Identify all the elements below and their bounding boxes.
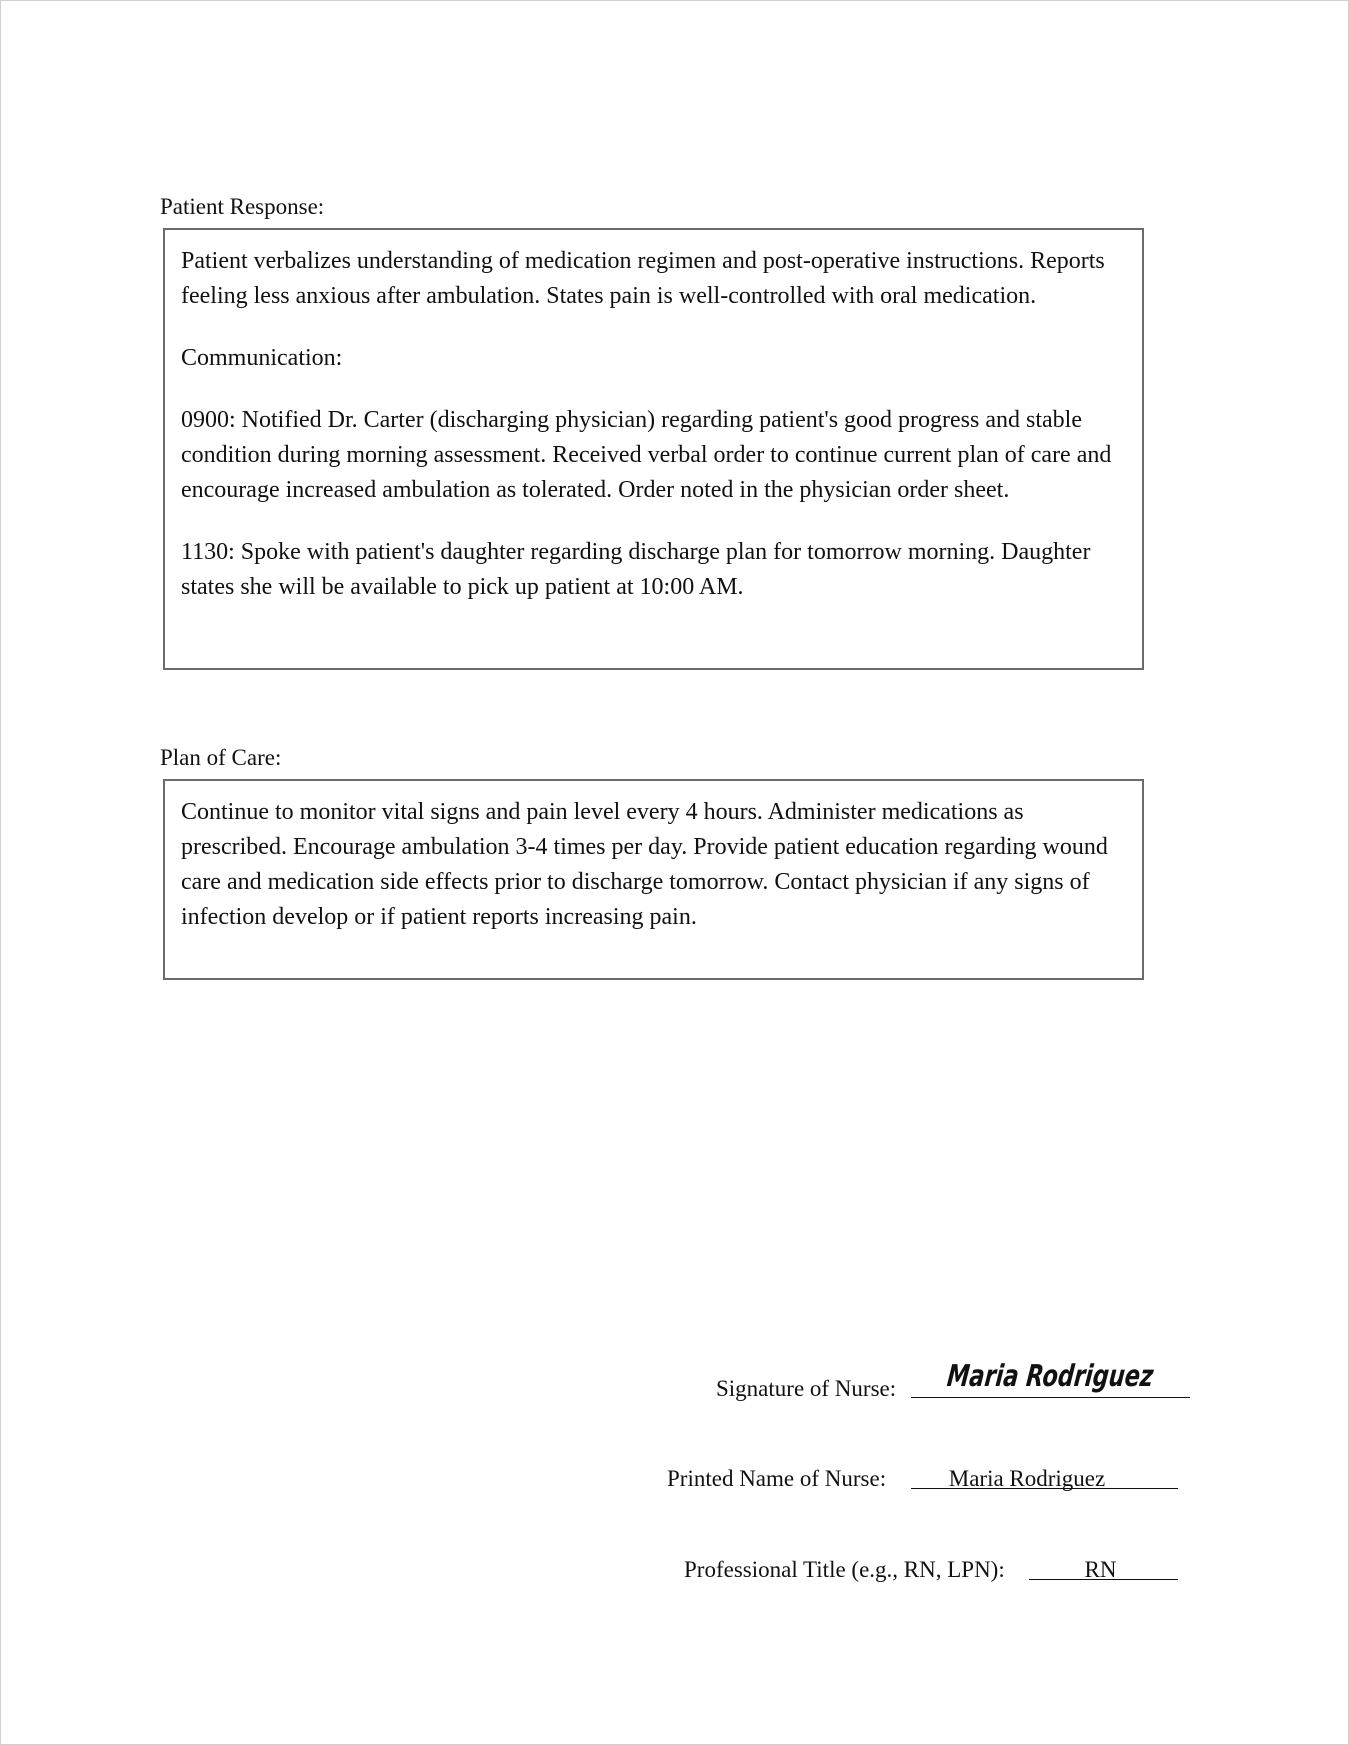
signature-text: Maria Rodriguez (945, 1359, 1225, 1394)
plan-of-care-box (163, 779, 1144, 980)
professional-title-label: Professional Title (e.g., RN, LPN): (684, 1557, 1005, 1582)
patient-response-label: Patient Response: (160, 194, 325, 219)
printed-name-value: Maria Rodriguez (948, 1466, 1106, 1491)
patient-response-box (163, 228, 1144, 670)
communication-entry-0900: 0900: Notified Dr. Carter (discharging physician) regarding patient's good progress and stable condition during morning assessment. Received verbal order to continue current plan of care and encourage increased ambulation as tolerated. Order noted in the physician order sheet. (181, 407, 1112, 503)
plan-of-care-label: Plan of Care: (160, 745, 282, 770)
printed-name-label: Printed Name of Nurse: (667, 1466, 887, 1491)
communication-entry-1130: 1130: Spoke with patient's daughter regarding discharge plan for tomorrow morning. Daughter states she will be available to pick up patient at 10:00 AM. (181, 539, 1091, 600)
handwritten-signature (945, 1350, 1225, 1400)
communication-heading: Communication: (181, 345, 343, 371)
plan-of-care-text: Continue to monitor vital signs and pain level every 4 hours. Administer medications as prescribed. Encourage ambulation 3-4 times per day. Provide patient education regarding wound care and medication side effects prior to discharge tomorrow. Contact physician if any signs of infection develop or if patient reports increasing pain. (181, 799, 1108, 930)
patient-response-paragraph: Patient verbalizes understanding of medication regimen and post-operative instructions. Reports feeling less anxious after ambulation. States pain is well-controlled with oral medication. (181, 248, 1105, 309)
signature-label: Signature of Nurse: (716, 1376, 897, 1401)
professional-title-value: RN (1084, 1557, 1117, 1582)
